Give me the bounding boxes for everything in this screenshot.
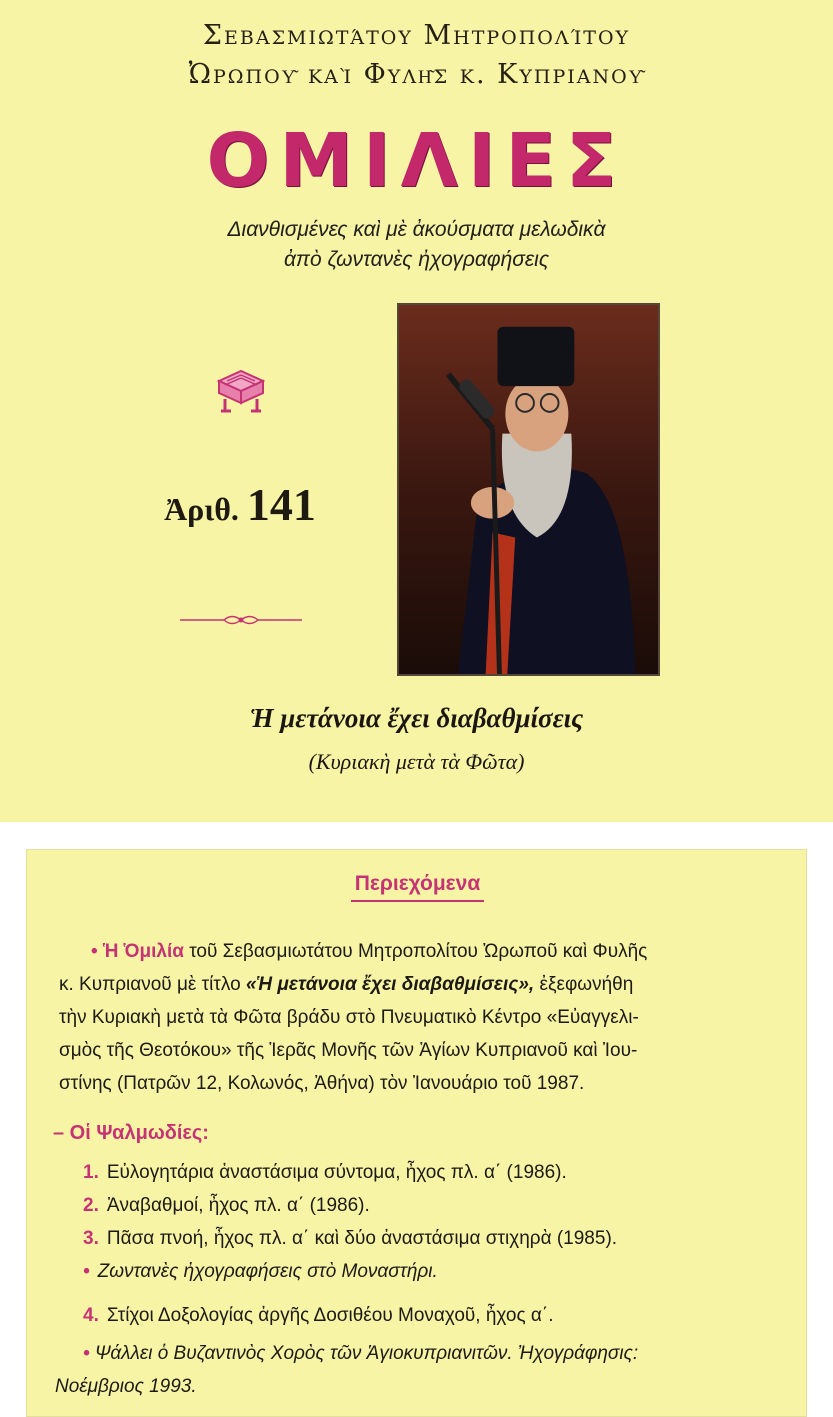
series-subtitle-line1: Διανθισμένες καὶ μὲ ἀκούσματα μελωδικὰ [227,218,606,241]
description-line: κ. Κυπριανοῦ μὲ τίτλο «Ἡ μετάνοια ἔχει διαβαθμίσεις», ἐξεφωνήθη [59,974,634,995]
psalmodies-heading: – Οἱ Ψαλμωδίες: [53,1122,209,1144]
list-item: • Ζωντανὲς ἠχογραφήσεις στὸ Μοναστήρι. [83,1261,438,1282]
recording-note-line: • Ψάλλει ὁ Βυζαντινὸς Χορὸς τῶν Ἁγιοκυπριανιτῶν. Ἠχογράφησις: [83,1343,639,1364]
recording-note [55,1337,785,1403]
ornament-divider [180,611,302,629]
speaker-photo [397,303,660,676]
description-line: στίνης (Πατρῶν 12, Κολωνός, Ἀθήνα) τὸν Ἰανουάριο τοῦ 1987. [59,1073,585,1094]
issue-number-label: Ἀριθ. [164,491,239,527]
list-item: 3. Πᾶσα πνοή, ἦχος πλ. α΄ καὶ δύο ἀναστάσιμα στιχηρὰ (1985). [83,1228,618,1249]
list-item: 1. Εὐλογητάρια ἀναστάσιμα σύντομα, ἦχος πλ. α΄ (1986). [83,1162,567,1183]
homily-description [59,935,777,1100]
description-line: τὴν Κυριακὴ μετὰ τὰ Φῶτα βράδυ στὸ Πνευματικὸ Κέντρο «Εὐαγγελι- [59,1007,639,1028]
list-item: 4. Στίχοι Δοξολογίας ἀργῆς Δοσιθέου Μοναχοῦ, ἦχος α΄. [83,1305,554,1326]
series-subtitle-line2: ἀπὸ ζωντανὲς ἠχογραφήσεις [283,248,550,271]
author-title-line2: Ὠρωποῦ καὶ Φυλῆς κ. Κυπριανοῦ [188,59,645,90]
homily-title: Ἡ μετάνοια ἔχει διαβαθμίσεις [249,703,584,733]
author-title-line1: Σεβασμιωτάτου Μητροπολίτου [202,20,631,51]
contents-heading: Περιεχόμενα [27,872,808,902]
homily-occasion: (Κυριακὴ μετὰ τὰ Φῶτα) [308,749,525,774]
series-title: ΟΜΙΛΙΕΣ [206,118,627,204]
contents-panel [26,849,807,1417]
description-line: • Ἡ Ὁμιλία τοῦ Σεβασμιωτάτου Μητροπολίτου Ὠρωποῦ καὶ Φυλῆς [91,941,648,962]
issue-number-value: 141 [246,479,316,530]
description-line: σμὸς τῆς Θεοτόκου» τῆς Ἱερᾶς Μονῆς τῶν Ἁγίων Κυπριανοῦ καὶ Ἰου- [59,1040,638,1061]
issue-number [130,478,350,531]
list-item: 2. Ἀναβαθμοί, ἦχος πλ. α΄ (1986). [83,1195,370,1216]
book-emblem-icon [211,359,271,419]
recording-note-line: Νοέμβριος 1993. [55,1376,197,1397]
